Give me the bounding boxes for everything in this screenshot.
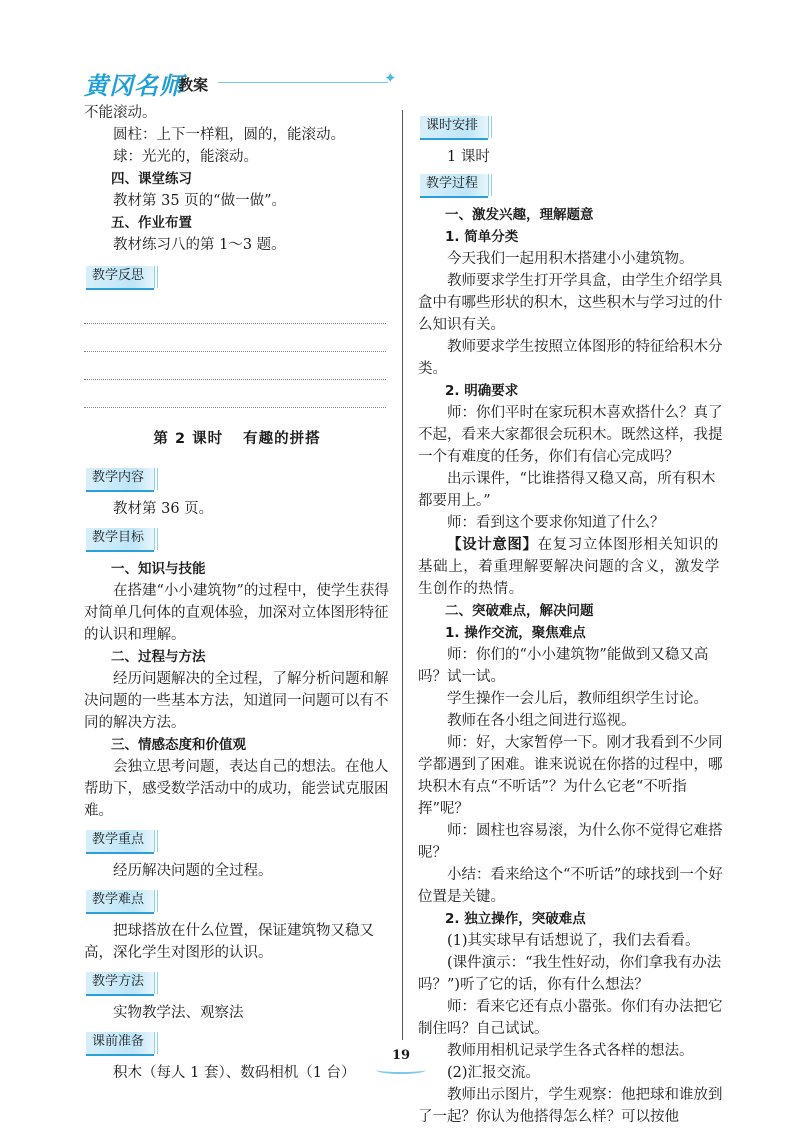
section-heading: 四、课堂练习 [111, 171, 192, 187]
tag-method: 教学方法 [86, 972, 154, 996]
design-intent [418, 534, 724, 600]
paragraph: 教材练习八的第 1～3 题。 [113, 237, 286, 253]
tag-reflection: 教学反思 [86, 266, 154, 290]
section-heading: 二、突破难点，解决问题 [445, 603, 594, 619]
tag-schedule: 课时安排 [420, 116, 488, 140]
paragraph: 不能滚动。 [84, 105, 157, 121]
paragraph: 教材第 35 页的“做一做”。 [113, 193, 286, 209]
paragraph: 师：你们的“小小建筑物”能做到又稳又高吗？试一试。 [418, 647, 709, 685]
subsection-heading: 2. 独立操作，突破难点 [445, 911, 586, 927]
lesson-number: 第 2 课时 [153, 431, 224, 447]
paragraph: (1)其实球早有话想说了，我们去看看。 [447, 933, 700, 949]
page-number-ornament [376, 1066, 426, 1074]
paragraph: 师：看到这个要求你知道了什么？ [447, 515, 665, 531]
dotted-line [84, 380, 386, 408]
lesson-title [84, 428, 390, 450]
section-heading: 一、激发兴趣，理解题意 [445, 207, 594, 223]
page-header [84, 66, 414, 102]
paragraph: 师：你们平时在家玩积木喜欢搭什么？真了不起，看来大家都很会玩积木。既然这样，我提一个有难度的任务，你们有信心完成吗？ [418, 405, 723, 465]
paragraph: 教师在各小组之间进行巡视。 [447, 713, 636, 729]
section-heading: 五、作业布置 [111, 215, 192, 231]
paragraph: (课件演示：“我生性好动，你们拿我有办法吗？”)听了它的话，你有什么想法？ [418, 955, 722, 993]
lesson-name: 有趣的拼搭 [243, 431, 321, 447]
left-column [84, 102, 390, 1084]
paragraph: 把球搭放在什么位置，保证建筑物又稳又高，深化学生对图形的认识。 [84, 923, 374, 961]
tag-process: 教学过程 [420, 174, 488, 198]
header-subtitle: 教案 [178, 76, 209, 94]
paragraph: 教师用相机记录学生各式各样的想法。 [447, 1043, 694, 1059]
paragraph: 球：光光的，能滚动。 [113, 149, 258, 165]
subsection-heading: 1. 操作交流，聚焦难点 [445, 625, 586, 641]
paragraph: 积木（每人 1 套）、数码相机（1 台） [113, 1065, 356, 1081]
tag-preparation: 课前准备 [86, 1032, 154, 1056]
dotted-line [84, 352, 386, 380]
paragraph: 1 课时 [447, 149, 490, 165]
dotted-line [84, 324, 386, 352]
brand-logo: 黄冈名师 [84, 72, 184, 100]
paragraph: 教师出示图片，学生观察：他把球和谁放到了一起？你认为他搭得怎么样？可以按他 [418, 1087, 723, 1125]
section-heading: 二、过程与方法 [111, 649, 206, 665]
tag-difficulty: 教学难点 [86, 890, 154, 914]
paragraph: 教师要求学生按照立体图形的特征给积木分类。 [418, 339, 723, 377]
paragraph: 教师要求学生打开学具盒，由学生介绍学具盒中有哪些形状的积木，这些积木与学习过的什么知识有关。 [418, 273, 723, 333]
design-intent-text: 在复习立体图形相关知识的基础上，着重理解要解决问题的含义，激发学生创作的热情。 [418, 537, 720, 597]
paragraph: 师：看来它还有点小嚣张。你们有办法把它制住吗？自己试试。 [418, 999, 723, 1037]
paragraph: 出示课件，“比谁搭得又稳又高，所有积木都要用上。” [418, 471, 716, 509]
paragraph: 经历问题解决的全过程，了解分析问题和解决问题的一些基本方法，知道同一问题可以有不同的解决方法。 [84, 671, 389, 731]
page-number: 19 [391, 1048, 411, 1063]
column-divider [402, 110, 403, 1040]
paragraph: 会独立思考问题，表达自己的想法。在他人帮助下，感受数学活动中的成功，能尝试克服困难。 [84, 759, 389, 819]
dotted-line [84, 296, 386, 324]
section-heading: 一、知识与技能 [111, 561, 206, 577]
section-heading: 三、情感态度和价值观 [111, 737, 246, 753]
paragraph: 经历解决问题的全过程。 [113, 863, 273, 879]
right-column [418, 102, 724, 1128]
star-icon: ✦ [384, 69, 397, 87]
paragraph: 师：好，大家暂停一下。刚才我看到不少同学都遇到了困难。谁来说说在你搭的过程中，哪块积木有点“不听话”？为什么它老“不听指挥”呢？ [418, 735, 723, 817]
paragraph: 实物教学法、观察法 [113, 1005, 244, 1021]
paragraph: (2)汇报交流。 [447, 1065, 541, 1081]
design-intent-label: 【设计意图】 [447, 537, 538, 553]
subsection-heading: 2. 明确要求 [445, 383, 519, 399]
subsection-heading: 1. 简单分类 [445, 229, 519, 245]
header-rule [218, 82, 388, 83]
tag-goals: 教学目标 [86, 528, 154, 552]
tag-content: 教学内容 [86, 468, 154, 492]
paragraph: 圆柱：上下一样粗，圆的，能滚动。 [113, 127, 345, 143]
paragraph: 教材第 36 页。 [113, 501, 214, 517]
paragraph: 在搭建“小小建筑物”的过程中，使学生获得对简单几何体的直观体验，加深对立体图形特征的认识和理解。 [84, 583, 389, 643]
paragraph: 学生操作一会儿后，教师组织学生讨论。 [447, 691, 708, 707]
paragraph: 师：圆柱也容易滚，为什么你不觉得它难搭呢？ [418, 823, 723, 861]
tag-key-point: 教学重点 [86, 830, 154, 854]
paragraph: 今天我们一起用积木搭建小小建筑物。 [447, 251, 694, 267]
paragraph: 小结：看来给这个“不听话”的球找到一个好位置是关键。 [418, 867, 723, 905]
